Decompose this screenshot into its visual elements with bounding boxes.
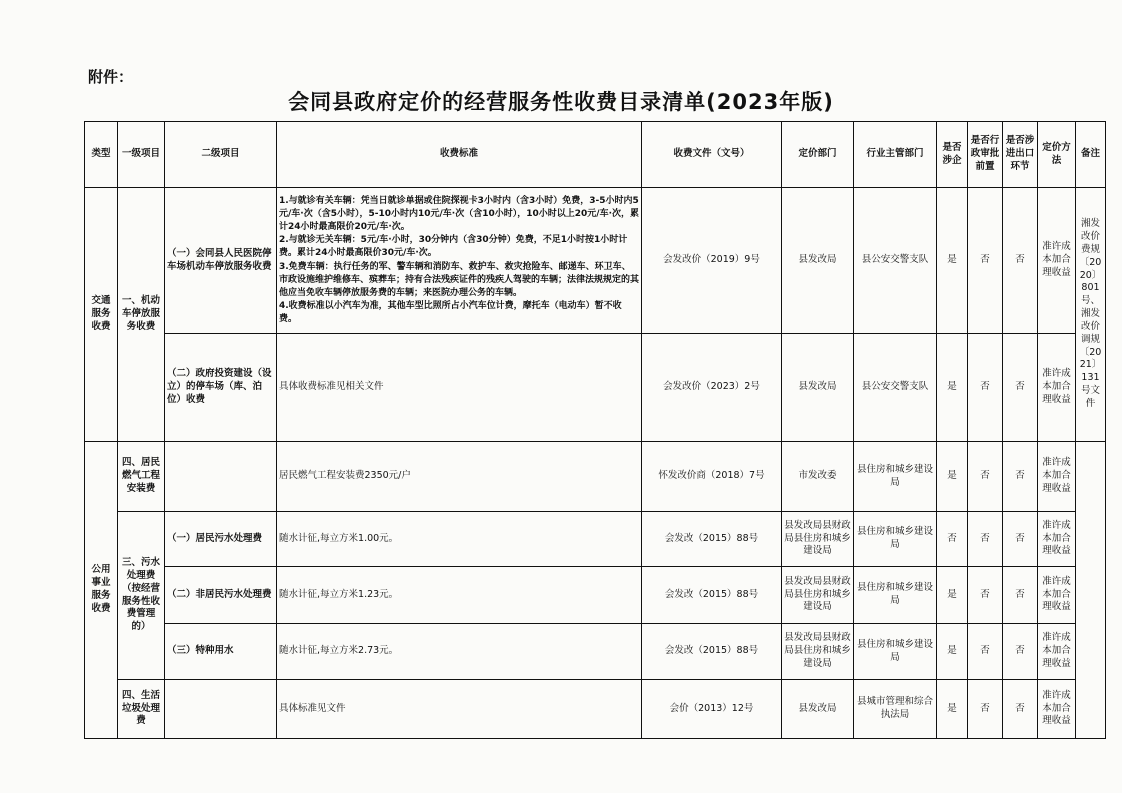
fee-standard-cell: [277, 188, 642, 334]
level2-item-cell: （二）非居民污水处理费: [165, 567, 277, 624]
industry-dept-cell: 县住房和城乡建设局: [854, 567, 937, 624]
enterprise-cell: 是: [937, 680, 968, 739]
table-row: [85, 442, 1106, 512]
pricing-dept-cell: 县发改局: [782, 680, 854, 739]
enterprise-cell: 否: [937, 512, 968, 567]
level2-item-cell: [165, 442, 277, 512]
pre-approval-cell: 否: [968, 334, 1003, 442]
fee-document-cell: 会价（2013）12号: [642, 680, 782, 739]
table-row: [85, 624, 1106, 680]
fee-type-cell: 交通服务收费: [85, 188, 118, 442]
level1-item-cell: 四、生活垃圾处理费: [118, 680, 165, 739]
pricing-method-cell: 准许成本加合理收益: [1038, 512, 1076, 567]
import-export-cell: 否: [1003, 188, 1038, 334]
table-row: [85, 334, 1106, 442]
industry-dept-cell: 县城市管理和综合执法局: [854, 680, 937, 739]
remark-cell: 湘发改价费规〔2020〕801号、湘发改价调规〔2021〕131号文件: [1076, 188, 1106, 442]
import-export-cell: 否: [1003, 512, 1038, 567]
pre-approval-cell: 否: [968, 680, 1003, 739]
level2-item-cell: （一）居民污水处理费: [165, 512, 277, 567]
import-export-cell: 否: [1003, 680, 1038, 739]
table-row: [85, 680, 1106, 739]
pre-approval-cell: 否: [968, 512, 1003, 567]
column-header: 二级项目: [165, 122, 277, 188]
fee-document-cell: 会发改（2015）88号: [642, 624, 782, 680]
attachment-label: 附件：: [88, 68, 134, 86]
remark-cell: [1076, 442, 1106, 739]
fee-standard-cell: 具体标准见文件: [277, 680, 642, 739]
table-header-row: [85, 122, 1106, 188]
fee-catalog-table: [84, 121, 1106, 739]
column-header: 定价部门: [782, 122, 854, 188]
standard-line: 1.与就诊有关车辆：凭当日就诊单据或住院探视卡3小时内（含3小时）免费，3-5小时内5元/车·次（含5小时），5-10小时内10元/车·次（含10小时），10小时以上20元/车·次，累计24小时最高限价20元/车·次。: [279, 196, 640, 233]
level1-item-cell: 三、污水处理费（按经营服务性收费管理的）: [118, 512, 165, 680]
column-header: 定价方法: [1038, 122, 1076, 188]
column-header: 收费文件（文号）: [642, 122, 782, 188]
column-header: 是否涉企: [937, 122, 968, 188]
fee-document-cell: 会发改价（2019）9号: [642, 188, 782, 334]
column-header: 是否行政审批前置: [968, 122, 1003, 188]
import-export-cell: 否: [1003, 442, 1038, 512]
column-header: 类型: [85, 122, 118, 188]
level2-item-cell: （二）政府投资建设（设立）的停车场（库、泊位）收费: [165, 334, 277, 442]
level1-item-cell: 四、居民燃气工程安装费: [118, 442, 165, 512]
pre-approval-cell: 否: [968, 567, 1003, 624]
standard-line: 3.免费车辆：执行任务的军、警车辆和消防车、救护车、救灾抢险车、邮递车、环卫车、市政设施维护维修车、殡葬车；持有合法残疾证件的残疾人驾驶的车辆；法律法规规定的其他应当免收车辆停放服务费的车辆；来医院办理公务的车辆。: [279, 261, 640, 298]
enterprise-cell: 是: [937, 188, 968, 334]
pricing-dept-cell: 县发改局县财政局县住房和城乡建设局: [782, 512, 854, 567]
fee-standard-cell: 具体收费标准见相关文件: [277, 334, 642, 442]
industry-dept-cell: 县住房和城乡建设局: [854, 512, 937, 567]
import-export-cell: 否: [1003, 334, 1038, 442]
pre-approval-cell: 否: [968, 188, 1003, 334]
pricing-method-cell: 准许成本加合理收益: [1038, 567, 1076, 624]
fee-standard-cell: 居民燃气工程安装费2350元/户: [277, 442, 642, 512]
level1-item-cell: 一、机动车停放服务收费: [118, 188, 165, 442]
standard-line: 2.与就诊无关车辆：5元/车·小时，30分钟内（含30分钟）免费，不足1小时按1小时计费。累计24小时最高限价30元/车·次。: [279, 235, 628, 259]
pricing-method-cell: 准许成本加合理收益: [1038, 624, 1076, 680]
column-header: 是否涉进出口环节: [1003, 122, 1038, 188]
level2-item-cell: （三）特种用水: [165, 624, 277, 680]
industry-dept-cell: 县公安交警支队: [854, 334, 937, 442]
column-header: 行业主管部门: [854, 122, 937, 188]
table-row: [85, 567, 1106, 624]
enterprise-cell: 是: [937, 567, 968, 624]
pre-approval-cell: 否: [968, 624, 1003, 680]
level2-item-cell: （一）会同县人民医院停车场机动车停放服务收费: [165, 188, 277, 334]
column-header: 备注: [1076, 122, 1106, 188]
table-row: [85, 188, 1106, 334]
fee-document-cell: 会发改价（2023）2号: [642, 334, 782, 442]
pricing-dept-cell: 县发改局: [782, 188, 854, 334]
fee-type-cell: 公用事业服务收费: [85, 442, 118, 739]
pricing-dept-cell: 市发改委: [782, 442, 854, 512]
table-row: [85, 512, 1106, 567]
fee-document-cell: 会发改（2015）88号: [642, 512, 782, 567]
fee-standard-cell: 随水计征,每立方米1.00元。: [277, 512, 642, 567]
pricing-dept-cell: 县发改局县财政局县住房和城乡建设局: [782, 567, 854, 624]
pricing-method-cell: 准许成本加合理收益: [1038, 334, 1076, 442]
enterprise-cell: 是: [937, 442, 968, 512]
fee-document-cell: 会发改（2015）88号: [642, 567, 782, 624]
industry-dept-cell: 县住房和城乡建设局: [854, 442, 937, 512]
fee-document-cell: 怀发改价商（2018）7号: [642, 442, 782, 512]
import-export-cell: 否: [1003, 624, 1038, 680]
page-title: 会同县政府定价的经营服务性收费目录清单(2023年版): [288, 90, 834, 114]
pricing-dept-cell: 县发改局县财政局县住房和城乡建设局: [782, 624, 854, 680]
pricing-dept-cell: 县发改局: [782, 334, 854, 442]
industry-dept-cell: 县住房和城乡建设局: [854, 624, 937, 680]
pricing-method-cell: 准许成本加合理收益: [1038, 680, 1076, 739]
level2-item-cell: [165, 680, 277, 739]
industry-dept-cell: 县公安交警支队: [854, 188, 937, 334]
column-header: 收费标准: [277, 122, 642, 188]
fee-standard-cell: 随水计征,每立方米1.23元。: [277, 567, 642, 624]
fee-standard-cell: 随水计征,每立方米2.73元。: [277, 624, 642, 680]
enterprise-cell: 是: [937, 334, 968, 442]
standard-line: 4.收费标准以小汽车为准，其他车型比照所占小汽车位计费，摩托车（电动车）暂不收费。: [279, 300, 622, 324]
column-header: 一级项目: [118, 122, 165, 188]
enterprise-cell: 是: [937, 624, 968, 680]
pricing-method-cell: 准许成本加合理收益: [1038, 188, 1076, 334]
import-export-cell: 否: [1003, 567, 1038, 624]
pre-approval-cell: 否: [968, 442, 1003, 512]
pricing-method-cell: 准许成本加合理收益: [1038, 442, 1076, 512]
